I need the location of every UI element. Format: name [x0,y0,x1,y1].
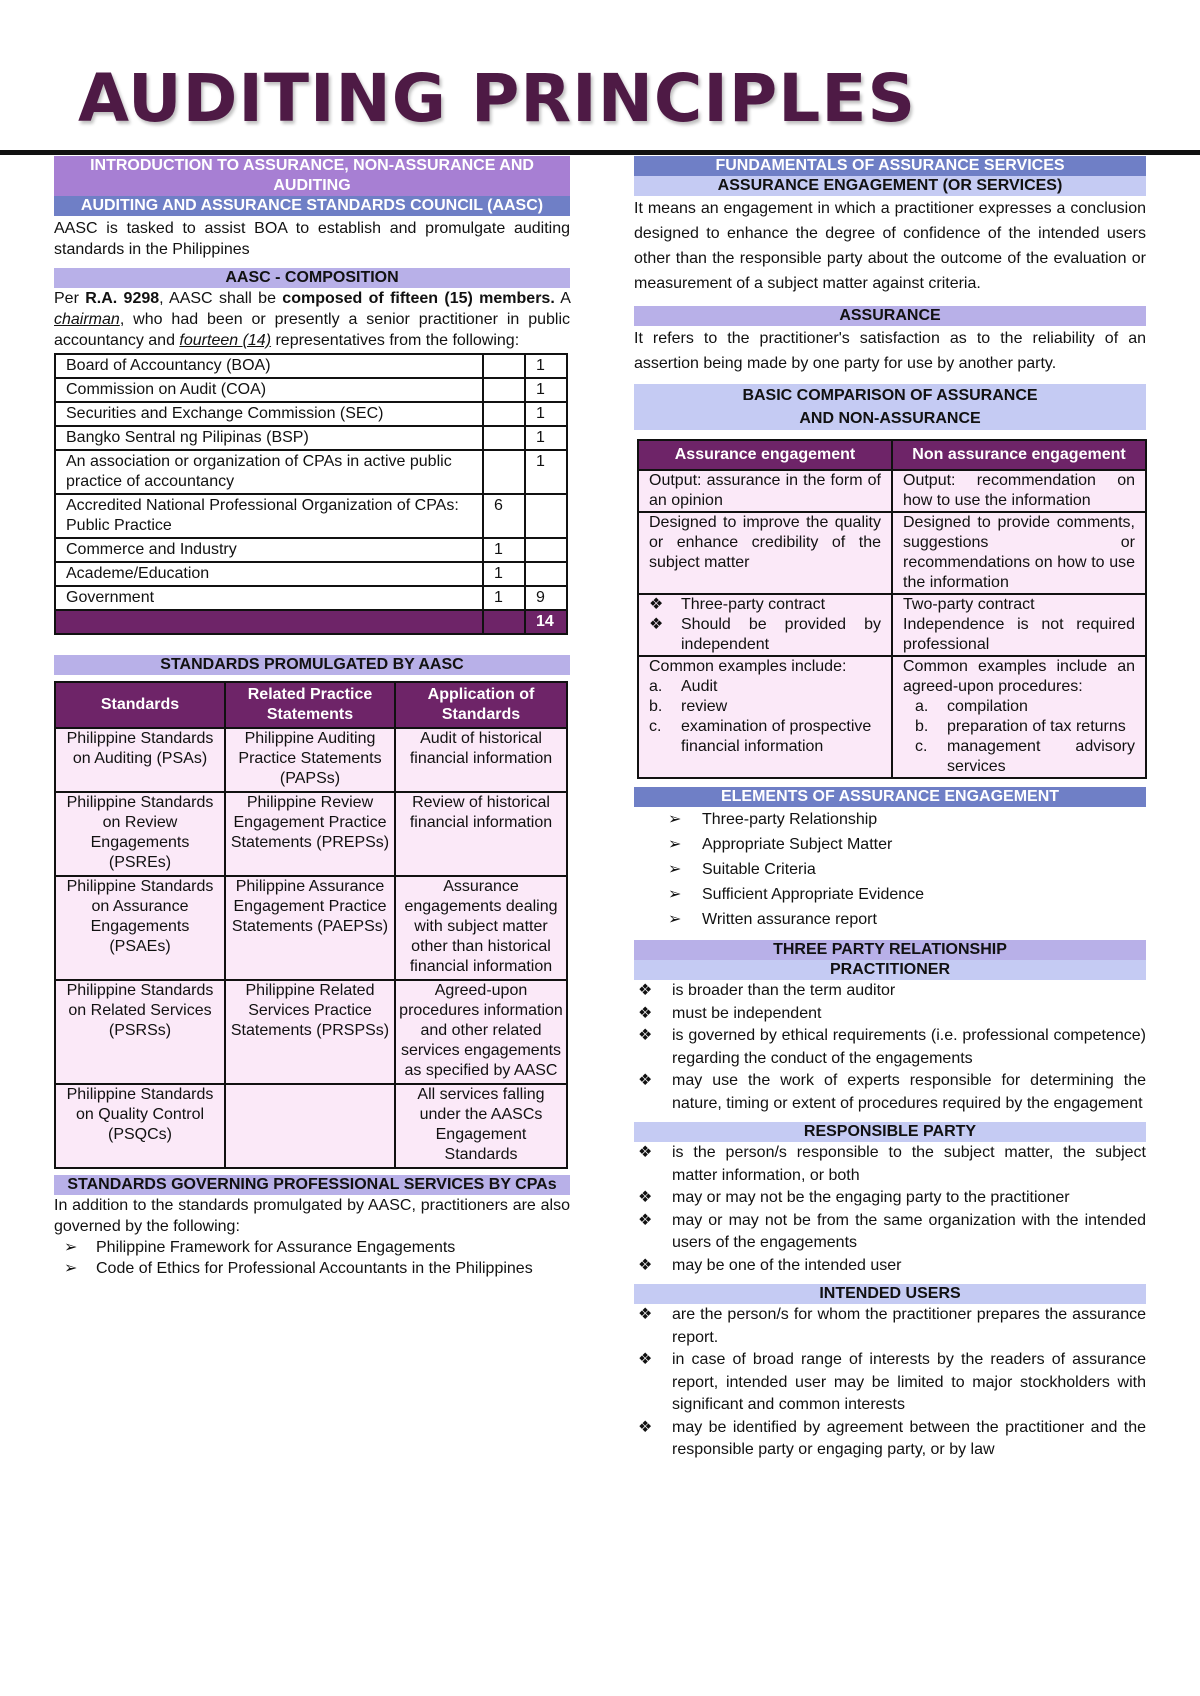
total-row [55,610,567,634]
standard-cell: Philippine Standards on Assurance Engagements (PSAEs) [55,876,225,980]
member-count: 1 [525,402,567,426]
composition-text-part: Per [54,290,86,307]
member-count: 1 [483,586,525,610]
composition-text-part: A [554,290,570,307]
assurance-examples [649,677,881,757]
engagement-text: It means an engagement in which a practitioner expresses a conclusion designed to enhance the degree of confidence of the intended users other than the responsible party about the outcome of the evaluation or measurement of a subject matter against criteria. [634,200,1146,292]
list-item: ❖ in case of broad range of interests by the readers of assurance report, intended user may be limited to major stockholders with significant and common interests [634,1349,1146,1417]
table-row [55,586,567,610]
users-header: INTENDED USERS [634,1284,1146,1304]
column-header: Application of Standards [395,682,567,728]
governing-list [54,1237,570,1279]
table-row [638,470,1146,512]
member-count: 6 [483,494,525,538]
composition-table [54,353,568,635]
list-item: ❖ must be independent [634,1003,1146,1026]
table-row [55,980,567,1084]
list-item [915,717,1135,737]
list-item: ❖ may use the work of experts responsible for determining the nature, timing or extent of procedures required by the engagement [634,1070,1146,1115]
table-row [55,562,567,586]
list-item: ❖ Three-party contract [649,595,881,615]
list-text: Audit [681,678,718,695]
comparison-header-line: BASIC COMPARISON OF ASSURANCE [742,387,1038,404]
fourteen-term: fourteen (14) [179,332,272,349]
list-item: ❖ may or may not be the engaging party to the practitioner [634,1187,1146,1210]
users-list [634,1304,1146,1462]
table-row [55,450,567,494]
table-row [55,378,567,402]
ra-number: R.A. 9298 [85,290,160,307]
list-item: ➢ Philippine Framework for Assurance Engagements [54,1237,570,1258]
responsible-list [634,1142,1146,1277]
chairman-term: chairman [54,311,120,328]
governing-text: In addition to the standards promulgated by AASC, practitioners are also governed by the following: [54,1197,570,1235]
list-marker: b. [649,698,663,715]
composition-text-part: representatives from the following: [271,332,520,349]
list-item [649,717,881,757]
comparison-table [637,439,1147,779]
practice-cell: Philippine Related Services Practice Statements (PRSPSs) [225,980,395,1084]
list-item [915,697,1135,717]
composed-of: composed of fifteen (15) members. [282,290,555,307]
practice-cell: Philippine Review Engagement Practice Statements (PREPSs) [225,792,395,876]
assurance-header: ASSURANCE [634,306,1146,326]
member-name: Securities and Exchange Commission (SEC) [55,402,483,426]
practice-cell [225,1084,395,1168]
table-row [638,656,1146,778]
member-count: 1 [483,562,525,586]
list-item: ➢ Appropriate Subject Matter [634,832,1146,857]
assurance-cell [638,594,892,656]
elements-list [634,807,1146,932]
member-count [483,378,525,402]
list-marker: a. [915,698,929,715]
practitioner-list [634,980,1146,1115]
cell-intro: Common examples include: [649,658,847,675]
right-column [634,156,1146,1462]
responsible-header: RESPONSIBLE PARTY [634,1122,1146,1142]
list-marker: b. [915,718,929,735]
standards-table [54,681,568,1169]
table-row [55,354,567,378]
list-item [915,737,1135,777]
member-count [483,402,525,426]
table-row [55,494,567,538]
member-name: Academe/Education [55,562,483,586]
member-count [525,494,567,538]
intro-header: INTRODUCTION TO ASSURANCE, NON-ASSURANCE AND AUDITING [54,156,570,196]
list-marker: c. [915,738,928,755]
list-item: ❖ may or may not be from the same organization with the intended users of the engagements [634,1210,1146,1255]
table-row [55,876,567,980]
table-row [638,512,1146,594]
non-assurance-examples [903,697,1135,777]
column-header: Standards [55,682,225,728]
table-row [55,792,567,876]
list-item [649,677,881,697]
list-item: ❖ is governed by ethical requirements (i.e. professional competence) regarding the conduct of the engagements [634,1025,1146,1070]
aasc-header: AUDITING AND ASSURANCE STANDARDS COUNCIL (AASC) [54,196,570,216]
application-cell: All services falling under the AASCs Engagement Standards [395,1084,567,1168]
table-row [55,426,567,450]
engagement-header: ASSURANCE ENGAGEMENT (OR SERVICES) [634,176,1146,196]
list-text: review [681,698,728,715]
non-assurance-cell [892,656,1146,778]
column-header: Related Practice Statements [225,682,395,728]
list-text: examination of prospective financial information [681,718,872,755]
assurance-cell [638,656,892,778]
standard-cell: Philippine Standards on Related Services (PSRSs) [55,980,225,1084]
cell-line: Independence is not required professional [903,616,1135,653]
application-cell: Audit of historical financial information [395,728,567,792]
list-text: management advisory services [947,738,1135,775]
list-item: ❖ may be one of the intended user [634,1255,1146,1278]
non-assurance-cell: Output: recommendation on how to use the information [892,470,1146,512]
composition-header: AASC - COMPOSITION [54,268,570,288]
table-header-row [638,440,1146,470]
page-title: AUDITING PRINCIPLES [78,60,916,137]
list-marker: c. [649,718,662,735]
member-name: Government [55,586,483,610]
list-item: ❖ are the person/s for whom the practitioner prepares the assurance report. [634,1304,1146,1349]
composition-text [54,288,570,351]
column-header: Non assurance engagement [892,440,1146,470]
practitioner-header: PRACTITIONER [634,960,1146,980]
list-item: ➢ Suitable Criteria [634,857,1146,882]
member-count [483,354,525,378]
composition-text-part: , AASC shall be [159,290,283,307]
total-blank [483,610,525,634]
standard-cell: Philippine Standards on Auditing (PSAs) [55,728,225,792]
aasc-text: AASC is tasked to assist BOA to establish and promulgate auditing standards in the Philippines [54,220,570,258]
member-count [483,426,525,450]
assurance-cell: Output: assurance in the form of an opinion [638,470,892,512]
cell-line: Two-party contract [903,596,1035,613]
member-count: 1 [525,354,567,378]
table-row [55,1084,567,1168]
list-item: ➢ Code of Ethics for Professional Accountants in the Philippines [54,1258,570,1279]
standard-cell: Philippine Standards on Review Engagements (PSREs) [55,792,225,876]
elements-header: ELEMENTS OF ASSURANCE ENGAGEMENT [634,787,1146,807]
member-count: 1 [525,426,567,450]
title-divider [0,150,1200,155]
table-row [55,728,567,792]
member-count [483,450,525,494]
member-count: 1 [525,450,567,494]
member-count: 1 [483,538,525,562]
non-assurance-cell: Designed to provide comments, suggestions or recommendations on how to use the information [892,512,1146,594]
member-name: Board of Accountancy (BOA) [55,354,483,378]
governing-header: STANDARDS GOVERNING PROFESSIONAL SERVICES BY CPAs [54,1175,570,1195]
practice-cell: Philippine Assurance Engagement Practice Statements (PAEPSs) [225,876,395,980]
member-name: An association or organization of CPAs in active public practice of accountancy [55,450,483,494]
standard-cell: Philippine Standards on Quality Control (PSQCs) [55,1084,225,1168]
three-party-header: THREE PARTY RELATIONSHIP [634,940,1146,960]
list-item: ❖ may be identified by agreement between the practitioner and the responsible party or engaging party, or by law [634,1417,1146,1462]
member-name: Commission on Audit (COA) [55,378,483,402]
fundamentals-header: FUNDAMENTALS OF ASSURANCE SERVICES [634,156,1146,176]
list-item: ❖ Should be provided by independent [649,615,881,655]
list-text: preparation of tax returns [947,718,1126,735]
table-row [55,538,567,562]
member-name: Accredited National Professional Organization of CPAs: Public Practice [55,494,483,538]
table-header-row [55,682,567,728]
standards-header: STANDARDS PROMULGATED BY AASC [54,655,570,675]
composition-text-part: , who had been or presently a senior practitioner in public accountancy and [54,311,570,349]
member-name: Bangko Sentral ng Pilipinas (BSP) [55,426,483,450]
list-marker: a. [649,678,663,695]
list-item: ❖ is broader than the term auditor [634,980,1146,1003]
member-count [525,538,567,562]
list-item: ➢ Three-party Relationship [634,807,1146,832]
assurance-list [649,595,881,655]
member-count: 1 [525,378,567,402]
list-item: ➢ Written assurance report [634,907,1146,932]
comparison-header [634,384,1146,430]
assurance-cell: Designed to improve the quality or enhance credibility of the subject matter [638,512,892,594]
application-cell: Review of historical financial information [395,792,567,876]
practice-cell: Philippine Auditing Practice Statements (PAPSs) [225,728,395,792]
table-row [55,402,567,426]
cell-intro: Common examples include an agreed-upon procedures: [903,658,1135,695]
left-column [54,156,570,1279]
application-cell: Agreed-upon procedures information and other related services engagements as specified by AASC [395,980,567,1084]
table-row [638,594,1146,656]
member-count [525,562,567,586]
column-header: Assurance engagement [638,440,892,470]
total-label [55,610,483,634]
list-item: ❖ is the person/s responsible to the subject matter, the subject matter information, or both [634,1142,1146,1187]
list-item [649,697,881,717]
comparison-header-line: AND NON-ASSURANCE [799,410,981,427]
list-text: compilation [947,698,1028,715]
non-assurance-cell [892,594,1146,656]
member-count: 9 [525,586,567,610]
list-item: ➢ Sufficient Appropriate Evidence [634,882,1146,907]
application-cell: Assurance engagements dealing with subject matter other than historical financial information [395,876,567,980]
assurance-text: It refers to the practitioner's satisfaction as to the reliability of an assertion being made by one party for use by another party. [634,330,1146,372]
total-value: 14 [525,610,567,634]
member-name: Commerce and Industry [55,538,483,562]
